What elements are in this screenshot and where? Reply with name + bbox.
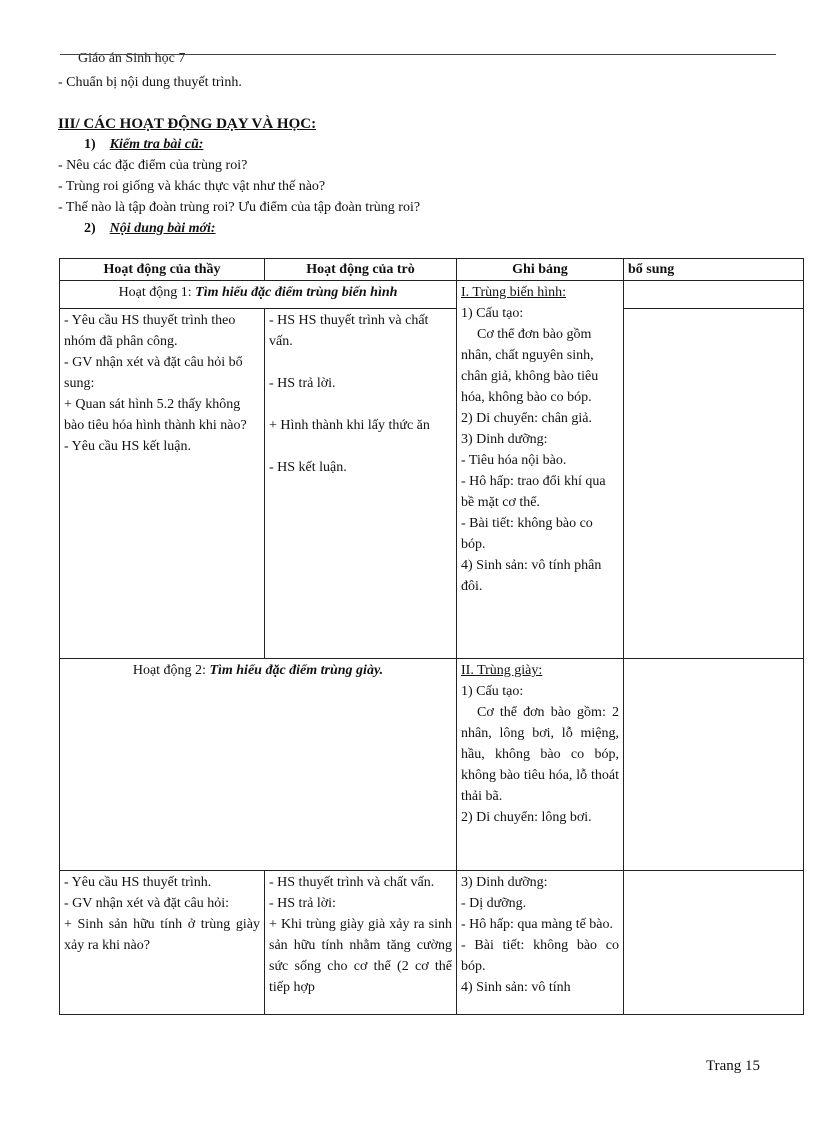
- activity-2-row: [60, 659, 804, 871]
- activity-2-title: [60, 659, 457, 871]
- table-header-row: [60, 259, 804, 281]
- activity-2-notes-top: [457, 659, 624, 871]
- student-line: - HS trả lời.: [269, 376, 336, 391]
- student-line: - HS trả lời:: [269, 896, 336, 911]
- notes-line: - Bài tiết: không bào co bóp.: [461, 938, 619, 974]
- activity-2-name: Tìm hiểu đặc điểm trùng giày.: [209, 663, 384, 678]
- teacher-line: - GV nhận xét và đặt câu hỏi bổ sung:: [64, 355, 243, 391]
- notes-line: 4) Sinh sản: vô tính phân đôi.: [461, 558, 602, 594]
- notes-line: 2) Di chuyển: lông bơi.: [461, 810, 592, 825]
- supplement-cell: [624, 309, 804, 659]
- header-teacher: Hoạt động của thầy: [60, 259, 265, 281]
- supplement-cell: [624, 281, 804, 309]
- notes-line: 3) Dinh dưỡng:: [461, 432, 548, 447]
- teacher-line: - Yêu cầu HS thuyết trình.: [64, 875, 212, 890]
- activity-2-prefix: Hoạt động 2:: [132, 663, 210, 678]
- section-title: III/ CÁC HOẠT ĐỘNG DẠY VÀ HỌC:: [58, 116, 317, 132]
- notes-line: Cơ thể đơn bào gồm nhân, chất nguyên sinh, chân giả, không bào tiêu hóa, không bào co bóp.: [461, 327, 599, 405]
- teacher-line: - Yêu cầu HS thuyết trình theo nhóm đã phân công.: [64, 313, 236, 349]
- subsection-1-title: Kiểm tra bài cũ:: [109, 137, 204, 152]
- student-line: - HS kết luận.: [269, 460, 347, 475]
- review-question: - Trùng roi giống và khác thực vật như thế nào?: [58, 179, 326, 194]
- notes-line: - Bài tiết: không bào co bóp.: [461, 516, 593, 552]
- notes-heading: II. Trùng giày:: [461, 663, 543, 678]
- activity-2-body: [60, 871, 804, 1015]
- activity-2-teacher: [60, 871, 265, 1015]
- notes-line: - Hô hấp: qua màng tế bào.: [461, 917, 614, 932]
- supplement-cell: [624, 871, 804, 1015]
- lesson-table: [59, 258, 804, 1015]
- teacher-line: - GV nhận xét và đặt câu hỏi:: [64, 896, 229, 911]
- activity-2-student: [265, 871, 457, 1015]
- notes-line: 2) Di chuyển: chân giả.: [461, 411, 593, 426]
- intro-line: - Chuẩn bị nội dung thuyết trình.: [58, 75, 242, 90]
- activity-1-row: [60, 281, 804, 309]
- notes-line: - Tiêu hóa nội bào.: [461, 453, 567, 468]
- student-line: + Hình thành khi lấy thức ăn: [269, 418, 430, 433]
- activity-1-notes: [457, 281, 624, 659]
- notes-line: - Dị dưỡng.: [461, 896, 527, 911]
- notes-heading: I. Trùng biến hình:: [461, 285, 567, 300]
- activity-1-name: Tìm hiểu đặc điểm trùng biến hình: [195, 285, 398, 300]
- subsection-1: [84, 135, 203, 155]
- activity-1-teacher: [60, 309, 265, 659]
- notes-line: 1) Cấu tạo:: [461, 306, 524, 321]
- student-line: - HS thuyết trình và chất vấn.: [269, 875, 435, 890]
- activity-2-notes-bottom: [457, 871, 624, 1015]
- subsection-2: [84, 219, 216, 239]
- review-question: - Nêu các đặc điểm của trùng roi?: [58, 158, 248, 173]
- student-line: + Khi trùng giày già xảy ra sinh sản hữu tính nhằm tăng cường sức sống cho cơ thể (2 cơ thể tiếp hợp: [269, 917, 452, 995]
- notes-line: - Hô hấp: trao đổi khí qua bề mặt cơ thể.: [461, 474, 606, 510]
- header-supplement: bổ sung: [624, 259, 804, 281]
- activity-1-student: [265, 309, 457, 659]
- subsection-2-number: 2): [84, 221, 96, 236]
- header-student: Hoạt động của trò: [265, 259, 457, 281]
- activity-1-body: [60, 309, 804, 659]
- activity-1-prefix: Hoạt động 1:: [118, 285, 196, 300]
- document-header: Giáo án Sinh học 7: [78, 51, 186, 66]
- subsection-1-number: 1): [84, 137, 96, 152]
- page-number: Trang 15: [705, 1058, 760, 1074]
- header-notes: Ghi bảng: [457, 259, 624, 281]
- subsection-2-title: Nội dung bài mới:: [109, 221, 216, 236]
- supplement-cell: [624, 659, 804, 871]
- teacher-line: + Quan sát hình 5.2 thấy không bào tiêu hóa hình thành khi nào?: [64, 397, 247, 433]
- notes-line: 1) Cấu tạo:: [461, 684, 524, 699]
- teacher-line: + Sinh sản hữu tính ở trùng giày xảy ra khi nào?: [64, 917, 260, 953]
- student-line: - HS HS thuyết trình và chất vấn.: [269, 313, 429, 349]
- header-rule: [60, 54, 776, 55]
- notes-line: Cơ thể đơn bào gồm: 2 nhân, lông bơi, lỗ miệng, hầu, không bào co bóp, không bào tiêu hóa, lỗ thoát thải bã.: [461, 705, 619, 804]
- notes-line: 3) Dinh dưỡng:: [461, 875, 548, 890]
- notes-line: 4) Sinh sản: vô tính: [461, 980, 571, 995]
- review-question: - Thế nào là tập đoàn trùng roi? Ưu điểm của tập đoàn trùng roi?: [58, 200, 421, 215]
- teacher-line: - Yêu cầu HS kết luận.: [64, 439, 191, 454]
- activity-1-title: [60, 281, 457, 309]
